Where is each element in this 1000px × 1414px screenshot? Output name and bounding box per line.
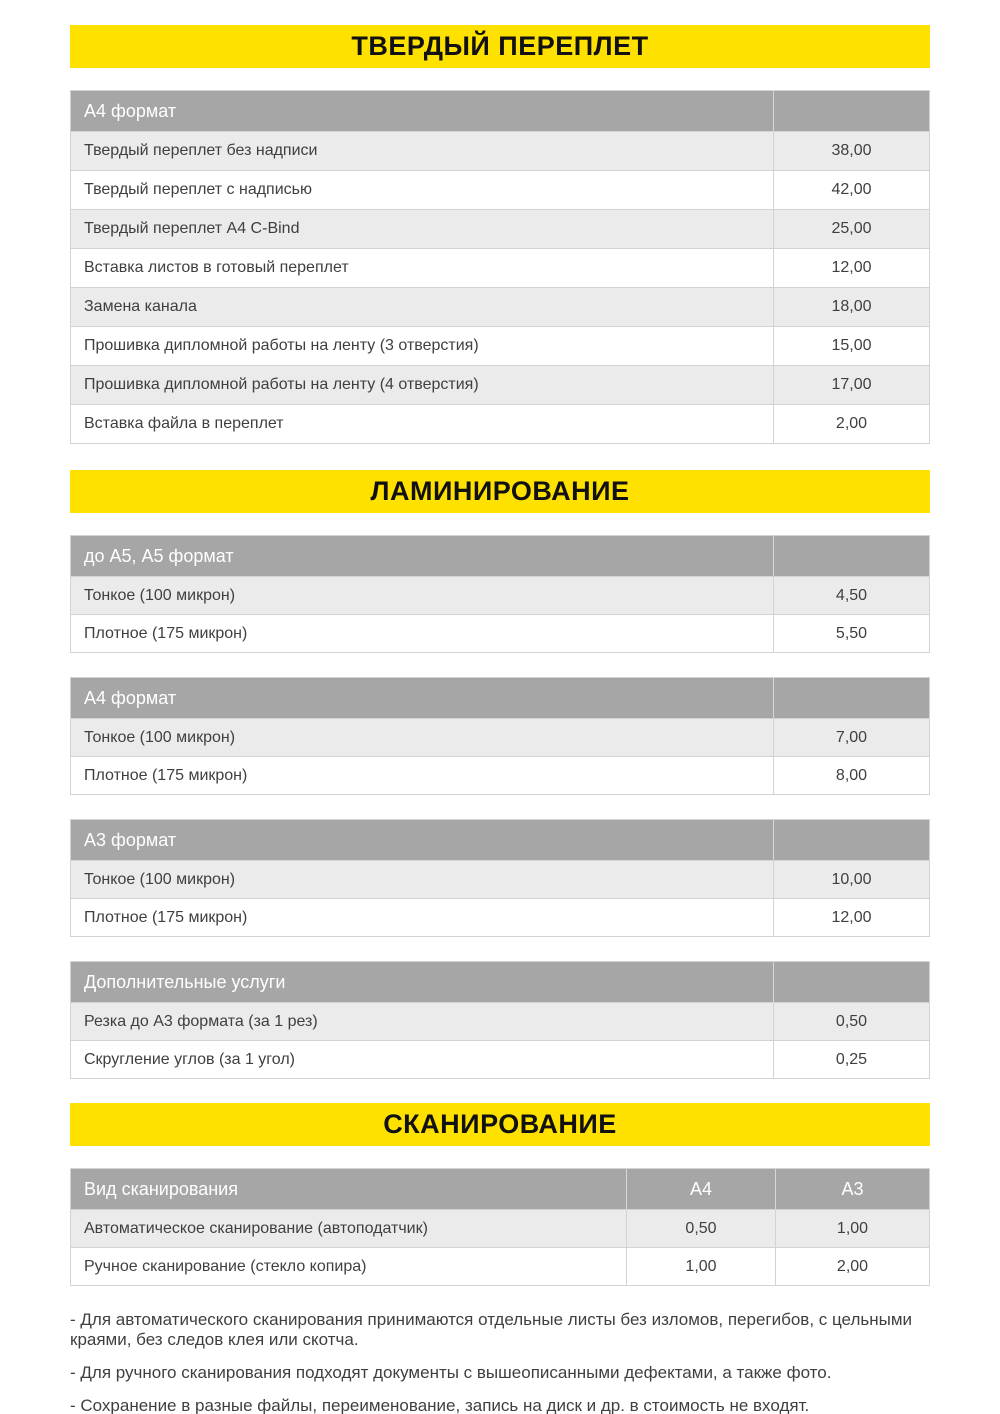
row-label: Ручное сканирование (стекло копира)	[84, 1257, 367, 1275]
row-price: 42,00	[773, 171, 929, 209]
row-label: Вставка файла в переплет	[84, 415, 284, 432]
row-price: 8,00	[773, 757, 929, 794]
row-label: Плотное (175 микрон)	[84, 624, 248, 642]
row-price-a4: 1,00	[626, 1248, 775, 1285]
row-price: 25,00	[773, 210, 929, 248]
banner-scanning	[70, 1103, 930, 1146]
note-line: - Сохранение в разные файлы, переименование, запись на диск и др. в стоимость не входят.	[70, 1396, 810, 1414]
row-label: Вставка листов в готовый переплет	[84, 259, 349, 276]
row-price: 2,00	[773, 405, 929, 443]
table-row	[71, 131, 929, 170]
row-label: Резка до А3 формата (за 1 рез)	[84, 1012, 318, 1030]
row-label: Тонкое (100 микрон)	[84, 586, 236, 604]
row-price: 17,00	[773, 366, 929, 404]
row-label: Тонкое (100 микрон)	[84, 870, 236, 888]
row-price: 5,50	[773, 615, 929, 652]
table-header-label: А3 формат	[84, 829, 177, 850]
lamination-table-a3	[70, 819, 930, 937]
footnotes	[70, 1310, 930, 1414]
row-price: 0,25	[773, 1041, 929, 1078]
table-header-label: Дополнительные услуги	[84, 971, 286, 992]
row-price: 12,00	[773, 899, 929, 936]
row-label: Твердый переплет с надписью	[84, 181, 312, 198]
hard-binding-table-header	[71, 91, 929, 131]
hard-binding-table	[70, 90, 930, 444]
row-label: Твердый переплет А4 C-Bind	[84, 220, 300, 237]
table-row	[71, 1040, 929, 1078]
table-row	[71, 1247, 929, 1285]
row-price: 38,00	[773, 132, 929, 170]
table-row	[71, 170, 929, 209]
row-label: Тонкое (100 микрон)	[84, 728, 236, 746]
banner-lamination	[70, 470, 930, 513]
row-label: Плотное (175 микрон)	[84, 766, 248, 784]
table-header-price-cell	[773, 91, 929, 131]
table-header-label: А4 формат	[84, 100, 177, 121]
table-row	[71, 718, 929, 756]
banner-scanning-title: СКАНИРОВАНИЕ	[383, 1109, 617, 1139]
row-label: Плотное (175 микрон)	[84, 908, 248, 926]
lamination-table-a5-header	[71, 536, 929, 576]
note-line: - Для ручного сканирования подходят документы с вышеописанными дефектами, а также фото.	[70, 1363, 832, 1382]
row-label: Твердый переплет без надписи	[84, 142, 318, 159]
table-header-price-cell	[773, 962, 929, 1002]
row-price: 4,50	[773, 577, 929, 614]
table-row	[71, 404, 929, 443]
scanning-table-header	[71, 1169, 929, 1209]
table-header-label: Вид сканирования	[84, 1178, 238, 1199]
row-price: 12,00	[773, 249, 929, 287]
table-row	[71, 287, 929, 326]
lamination-table-a4	[70, 677, 930, 795]
row-price: 10,00	[773, 861, 929, 898]
table-row	[71, 1209, 929, 1247]
table-row	[71, 1002, 929, 1040]
lamination-table-extra	[70, 961, 930, 1079]
table-row	[71, 756, 929, 794]
table-row	[71, 248, 929, 287]
row-label: Автоматическое сканирование (автоподатчик)	[84, 1219, 428, 1237]
row-price: 7,00	[773, 719, 929, 756]
table-row	[71, 860, 929, 898]
column-header-a4: А4	[626, 1169, 775, 1209]
table-header-price-cell	[773, 536, 929, 576]
table-row	[71, 365, 929, 404]
banner-hard-binding-title: ТВЕРДЫЙ ПЕРЕПЛЕТ	[351, 31, 649, 61]
row-label: Скругление углов (за 1 угол)	[84, 1050, 295, 1068]
table-row	[71, 209, 929, 248]
banner-lamination-title: ЛАМИНИРОВАНИЕ	[370, 476, 630, 506]
table-row	[71, 326, 929, 365]
table-header-price-cell	[773, 678, 929, 718]
lamination-table-a3-header	[71, 820, 929, 860]
row-price: 18,00	[773, 288, 929, 326]
lamination-table-a4-header	[71, 678, 929, 718]
table-row	[71, 898, 929, 936]
row-price-a3: 1,00	[775, 1210, 929, 1247]
lamination-table-a5	[70, 535, 930, 653]
table-header-label: А4 формат	[84, 687, 177, 708]
banner-hard-binding	[70, 25, 930, 68]
scanning-table	[70, 1168, 930, 1286]
note-line: - Для автоматического сканирования принимаются отдельные листы без изломов, перегибов, с цельными краями, без следов клея или скотча.	[70, 1310, 913, 1349]
row-price: 15,00	[773, 327, 929, 365]
row-price-a4: 0,50	[626, 1210, 775, 1247]
row-label: Прошивка дипломной работы на ленту (4 отверстия)	[84, 376, 479, 393]
lamination-table-extra-header	[71, 962, 929, 1002]
table-row	[71, 614, 929, 652]
row-price-a3: 2,00	[775, 1248, 929, 1285]
row-label: Прошивка дипломной работы на ленту (3 отверстия)	[84, 337, 479, 354]
table-header-price-cell	[773, 820, 929, 860]
column-header-a3: А3	[775, 1169, 929, 1209]
row-price: 0,50	[773, 1003, 929, 1040]
row-label: Замена канала	[84, 298, 197, 315]
table-row	[71, 576, 929, 614]
table-header-label: до А5, А5 формат	[84, 545, 234, 566]
